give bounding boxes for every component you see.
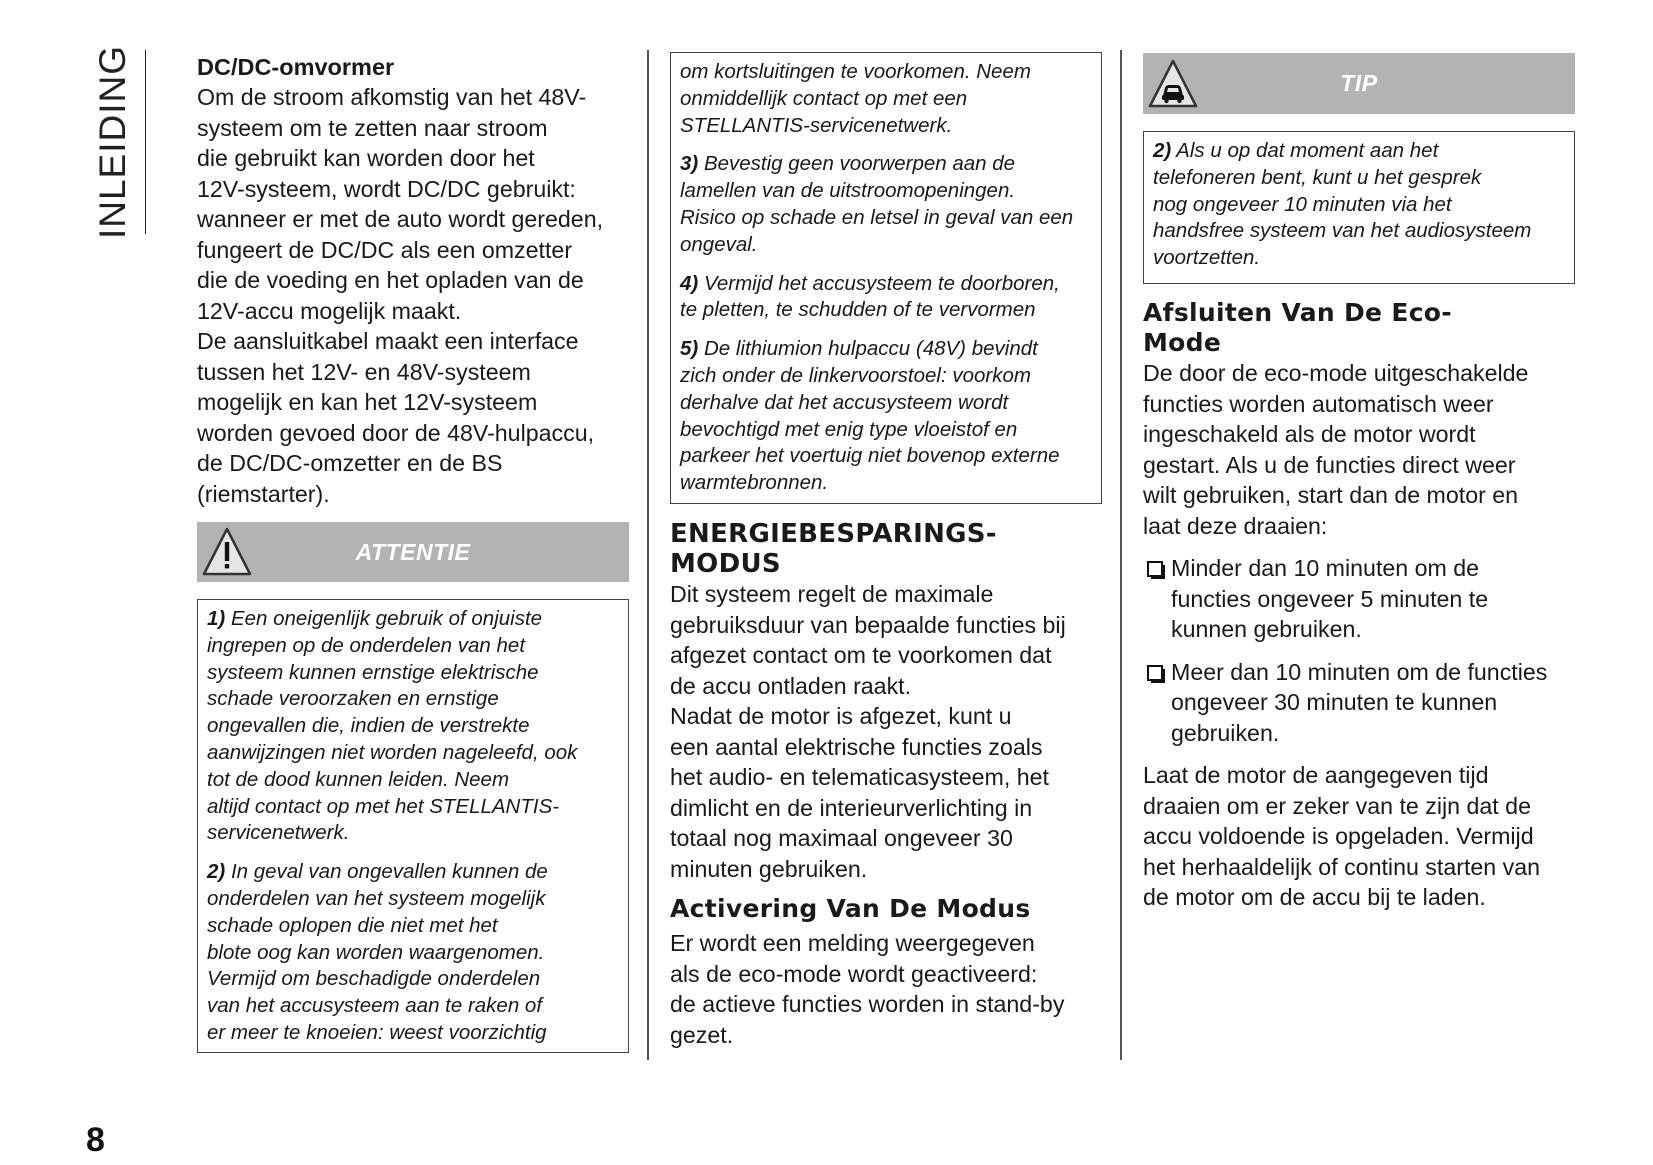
checkbox-bullet-icon bbox=[1147, 665, 1163, 681]
tip-notes-box bbox=[1143, 131, 1575, 284]
attention-label: ATTENTIE bbox=[355, 538, 471, 565]
attention-banner bbox=[197, 522, 629, 582]
column-1 bbox=[197, 52, 637, 509]
continued-notes-box bbox=[670, 52, 1102, 504]
energy-saving-heading: ENERGIEBESPARINGS- MODUS bbox=[670, 519, 997, 579]
eco-mode-exit-heading: Afsluiten Van De Eco- Mode bbox=[1143, 298, 1452, 357]
attention-notes-box bbox=[197, 599, 629, 1053]
energy-saving-paragraph-1: Dit systeem regelt de maximale gebruiksduur van bepaalde functies bij afgezet contact om te voorkomen dat de accu ontladen raakt. bbox=[670, 581, 1066, 699]
list-item-text: Meer dan 10 minuten om de functies ongeveer 30 minuten te kunnen gebruiken. bbox=[1171, 658, 1548, 746]
dcdc-paragraph-2: De aansluitkabel maakt een interface tussen het 12V- en 48V-systeem mogelijk en kan het 12V-systeem worden gevoed door de 48V-hulpaccu, de DC/DC-omzetter en de BS (riemstarter). bbox=[197, 328, 595, 507]
tip-note-2: 2) Als u op dat moment aan het telefoneren bent, kunt u het gesprek nog ongeveer 10 minuten via het handsfree systeem van het audiosysteem voortzetten. bbox=[1153, 139, 1532, 270]
column-divider-right bbox=[1120, 50, 1122, 1060]
attention-note-1: 1) Een oneigenlijk gebruik of onjuiste ingrepen op de onderdelen van het systeem kunnen ernstige elektrische schade veroorzaken en ernstige ongevallen die, indien de verstrekte aanwijzingen niet worden nageleefd, ook tot de dood kunnen leiden. Neem altijd contact op met het STELLANTIS- servicenetwerk. bbox=[207, 607, 578, 845]
car-tip-icon bbox=[1145, 56, 1201, 112]
column-divider-left bbox=[647, 50, 649, 1060]
list-item bbox=[1143, 657, 1588, 749]
activation-paragraph: Er wordt een melding weergegeven als de eco-mode wordt geactiveerd: de actieve functies worden in stand-by gezet. bbox=[670, 930, 1065, 1048]
attention-note-2: 2) In geval van ongevallen kunnen de onderdelen van het systeem mogelijk schade oplopen die niet met het blote oog kan worden waargenomen. Vermijd om beschadigde onderdelen van het accusysteem aan te raken of er meer te knoeien: weest voorzichtig bbox=[207, 860, 548, 1044]
column-3 bbox=[1143, 298, 1588, 913]
page-number: 8 bbox=[86, 1121, 105, 1159]
list-item-text: Minder dan 10 minuten om de functies ongeveer 5 minuten te kunnen gebruiken. bbox=[1171, 555, 1489, 642]
energy-saving-paragraph-2: Nadat de motor is afgezet, kunt u een aantal elektrische functies zoals het audio- en telematicasysteem, het dimlicht en de interieurverlichting in totaal nog maximaal ongeveer 30 minuten gebruiken. bbox=[670, 703, 1049, 882]
column-2 bbox=[670, 519, 1110, 1050]
side-section-title-text: INLEIDING bbox=[92, 44, 134, 240]
note-4: 4) Vermijd het accusysteem te doorboren, te pletten, te schudden of te vervormen bbox=[680, 271, 1060, 322]
eco-mode-final-paragraph: Laat de motor de aangegeven tijd draaien om er zeker van te zijn dat de accu voldoende is opgeladen. Vermijd het herhaaldelijk of continu starten van de motor om de accu bij te laden. bbox=[1143, 762, 1541, 910]
checkbox-bullet-icon bbox=[1147, 561, 1163, 577]
tip-label: TIP bbox=[1340, 70, 1378, 96]
activation-heading: Activering Van De Modus bbox=[670, 894, 1031, 923]
eco-mode-exit-paragraph: De door de eco-mode uitgeschakelde functies worden automatisch weer ingeschakeld als de motor wordt gestart. Als u de functies direct weer wilt gebruiken, start dan de motor en laat deze draaien: bbox=[1143, 360, 1529, 539]
note-5: 5) De lithiumion hulpaccu (48V) bevindt zich onder de linkervoorstoel: voorkom derhalve dat het accusysteem wordt bevochtigd met enig type vloeistof en parkeer het voertuig niet bovenop externe warmtebronnen. bbox=[680, 337, 1060, 495]
tip-banner bbox=[1143, 53, 1575, 114]
note-3: 3) Bevestig geen voorwerpen aan de lamellen van de uitstroomopeningen. Risico op schade en letsel in geval van een ongeval. bbox=[680, 152, 1074, 256]
note-continuation: om kortsluitingen te voorkomen. Neem onmiddellijk contact op met een STELLANTIS-servicenetwerk. bbox=[680, 60, 1031, 137]
dcdc-heading: DC/DC-omvormer bbox=[197, 54, 395, 80]
dcdc-paragraph-1: Om de stroom afkomstig van het 48V- systeem om te zetten naar stroom die gebruikt kan worden door het 12V-systeem, wordt DC/DC gebruikt: wanneer er met de auto wordt gereden, fungeert de DC/DC als een omzetter die de voeding en het opladen van de 12V-accu mogelijk maakt. bbox=[197, 84, 604, 324]
list-item bbox=[1143, 553, 1588, 645]
side-title-rule bbox=[145, 50, 146, 234]
side-section-title bbox=[90, 44, 136, 240]
warning-triangle-icon bbox=[199, 524, 255, 580]
